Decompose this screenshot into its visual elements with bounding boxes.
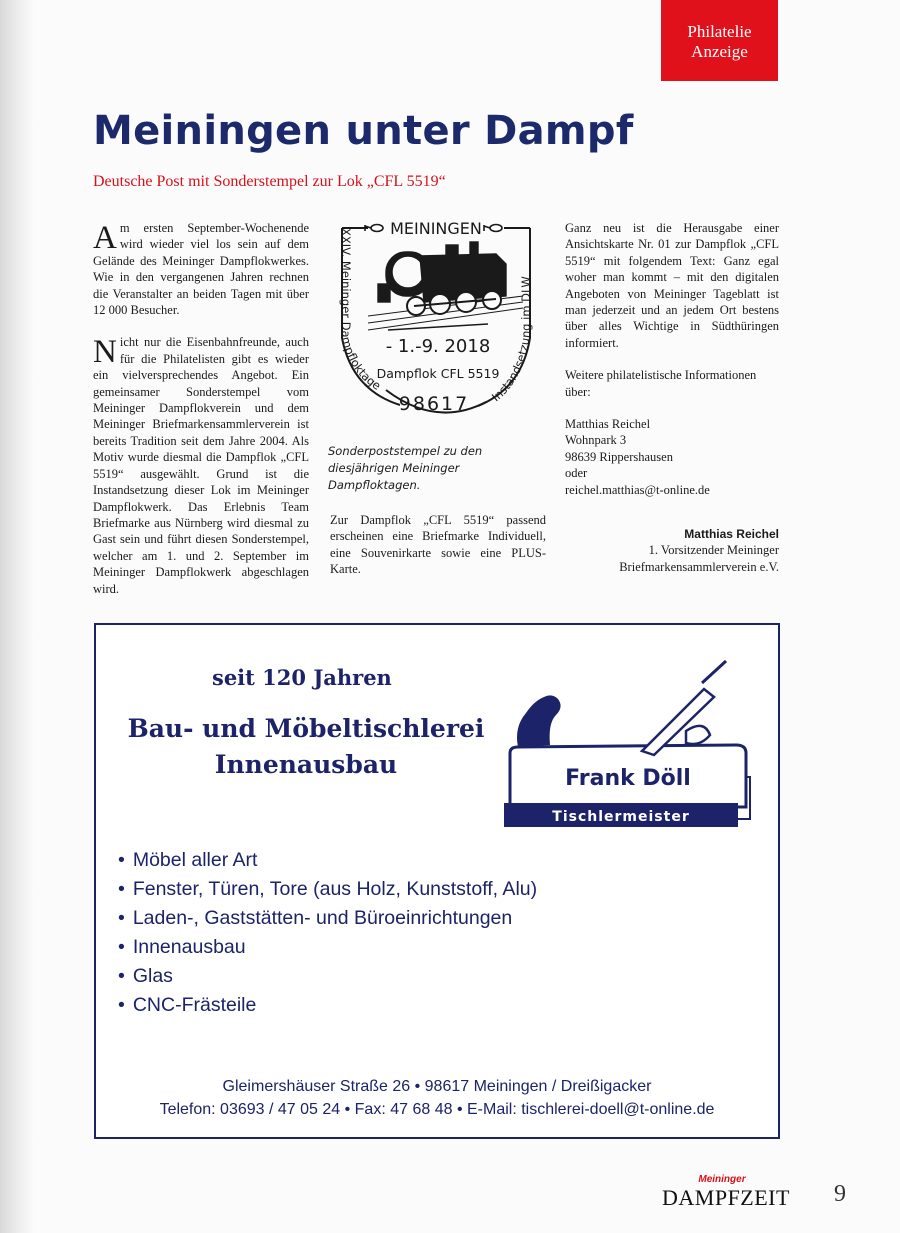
- advertisement: [94, 623, 780, 1139]
- company-logo: [504, 655, 754, 827]
- service-list: [118, 846, 537, 1020]
- service-item: • Fenster, Türen, Tore (aus Holz, Kunststoff, Alu): [118, 875, 537, 904]
- contact-line: Matthias Reichel: [565, 417, 651, 432]
- contact-line: 98639 Rippershausen: [565, 449, 673, 464]
- binding-shadow: [0, 0, 34, 1233]
- author-role-1: 1. Vorsitzender Meininger: [648, 543, 779, 558]
- ad-address: Gleimershäuser Straße 26 • 98617 Meiningen / Dreißigacker: [222, 1078, 652, 1095]
- ad-trade-line1: Bau- und Möbeltischlerei: [127, 714, 485, 743]
- article-title: Meiningen unter Dampf: [93, 108, 634, 154]
- stamp-postcode: 98617: [398, 393, 470, 415]
- author-signature: [565, 526, 779, 575]
- article-column-2: [330, 512, 546, 578]
- ad-phone: Telefon: 03693 / 47 05 24 • Fax: 47 68 48 • E-Mail: tischlerei-doell@t-online.de: [159, 1101, 715, 1118]
- stamp-city: MEININGEN: [390, 220, 482, 238]
- section-tag-line2: Anzeige: [691, 42, 748, 61]
- contact-line: Wohnpark 3: [565, 433, 627, 448]
- paragraph-4: Ganz neu ist die Herausgabe einer Ansichtskarte Nr. 01 zur Dampflok „CFL 5519“ mit folgendem Text: Ganz egal woher man kommt – mit den digitalen Angeboten von Meininger Tageblatt ist man jederzeit und an jedem Ort bestens über alles Wichtige in Südthüringen informiert.: [565, 221, 779, 350]
- drop-cap: A: [93, 220, 117, 256]
- paragraph-2: [93, 334, 309, 597]
- contact-email: reichel.matthias@t-online.de: [565, 482, 710, 497]
- stamp-left-arc: XXIV. Meininger Dampfloktage: [338, 228, 384, 393]
- author-name: Matthias Reichel: [684, 527, 779, 541]
- special-postmark: [328, 220, 544, 432]
- contact-line: oder: [565, 466, 588, 481]
- ad-since: seit 120 Jahren: [212, 665, 392, 690]
- paragraph-5: Weitere philatelistische Informationen über:: [565, 368, 757, 399]
- article-column-3: [565, 220, 779, 498]
- service-item: • Laden-, Gaststätten- und Büroeinrichtungen: [118, 904, 537, 933]
- stamp-date: - 1.-9. 2018: [385, 336, 491, 357]
- locomotive-icon: [368, 242, 523, 330]
- service-item: • Möbel aller Art: [118, 846, 537, 875]
- ad-trade: [121, 711, 491, 783]
- paragraph-2-text: icht nur die Eisenbahnfreunde, auch für die Philatelisten gibt es wieder ein vielversprechendes Angebot. Ein gemeinsamer Sonderstempel vom Meininger Dampflokverein und dem Meininger Briefmarkensammlerverein ist bereits Tradition seit dem Jahre 2004. Als Motiv wurde diesmal die Dampflok „CFL 5519“ ausgewählt. Grund ist die Instandsetzung dieser Lok im Meininger Dampflokwerk. Das Erlebnis Team Briefmarke aus Nürnberg wird diesmal zu Gast sein und führt diesen Sonderstempel, welcher am 1. und 2. September im Meininger Dampflokwerk abgeschlagen wird.: [93, 335, 309, 596]
- service-item: • Innenausbau: [118, 933, 537, 962]
- magazine-logo-small: Meininger: [698, 1174, 746, 1185]
- section-tag: [661, 0, 778, 81]
- page-number: 9: [834, 1181, 846, 1207]
- paragraph-1: [93, 220, 309, 318]
- paragraph-1-text: m ersten September-Wochenende wird wieder viel los sein auf dem Gelände des Meininger Dampflokwerkes. Wie in den vergangenen Jahren rechnen die Veranstalter an beiden Tagen mit über 12 000 Besucher.: [93, 221, 309, 318]
- postmark-caption: Sonderpoststempel zu den diesjährigen Meininger Dampfloktagen.: [328, 444, 483, 492]
- logo-title: Tischlermeister: [552, 809, 690, 825]
- article-column-1: [93, 220, 309, 597]
- magazine-logo-name: DAMPFZEIT: [662, 1185, 790, 1210]
- ad-contact: [96, 1075, 778, 1121]
- drop-cap: N: [93, 334, 117, 371]
- service-item: • Glas: [118, 962, 537, 991]
- paragraph-3: Zur Dampflok „CFL 5519“ passend erscheinen eine Briefmarke Individuell, eine Souvenirkarte sowie eine PLUS-Karte.: [330, 513, 546, 577]
- stamp-loco: Dampflok CFL 5519: [376, 366, 500, 381]
- article-subtitle: Deutsche Post mit Sonderstempel zur Lok „CFL 5519“: [93, 173, 446, 190]
- magazine-logo: [662, 1174, 790, 1210]
- section-tag-line1: Philatelie: [687, 22, 752, 41]
- stamp-right-arc: Instandsetzung im DLW: [488, 276, 534, 405]
- hand-plane-icon: [504, 661, 750, 827]
- logo-name: Frank Döll: [565, 766, 691, 791]
- author-role-2: Briefmarkensammlerverein e.V.: [619, 559, 779, 574]
- contact-block: [565, 416, 779, 498]
- ad-trade-line2: Innenausbau: [214, 750, 398, 779]
- service-item: • CNC-Frästeile: [118, 991, 537, 1020]
